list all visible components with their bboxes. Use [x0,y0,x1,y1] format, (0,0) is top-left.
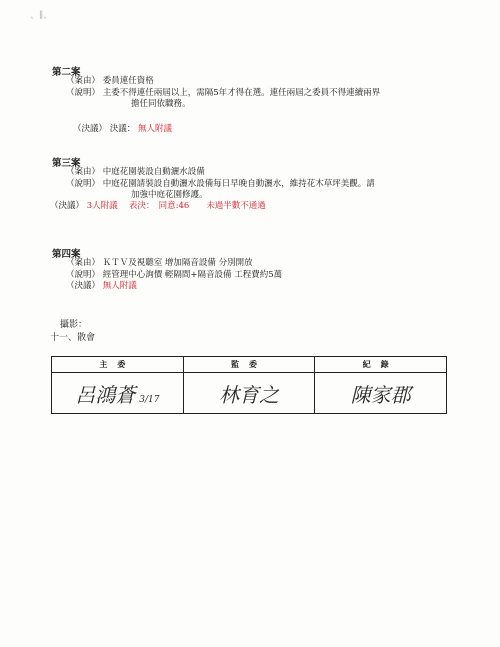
case4-resolution-value: 無人附議 [102,281,137,291]
case3-resolution-value: 3人附議 表決： 同意:46 未過半數不通過 [86,201,266,211]
signature-cell-recorder [315,373,447,414]
case4-explain-line1: 經管理中心詢價 輕隔間+隔音設備 工程費約5萬 [102,270,283,280]
case2-title: 第二案 [52,67,81,78]
case4-explain-label: （說明） [66,270,101,280]
recorder-signature: 陳家郡 [350,382,411,407]
case3-explain [66,179,375,190]
case2-explain [66,88,380,99]
case3-reason [66,167,205,178]
case2-explain-line2: 擔任同依職務。 [131,99,191,109]
case4-title: 第四案 [52,249,81,260]
adjourn-heading: 十一、散會 [50,333,96,343]
supervisor-signature: 林育之 [218,382,279,407]
case2-explain-line1: 主委不得連任兩屆以上，需隔5年才得在選。連任兩屆之委員不得連續兩界 [102,88,381,98]
corner-scribble: 、∥、 [30,11,53,21]
case4-reason-label: （案由） [66,258,101,268]
case2-reason [66,76,154,87]
case2-reason-label: （案由） [66,76,101,86]
case4-explain [66,270,282,281]
case4-resolution-label: （決議） [66,281,101,291]
case3-resolution [50,201,266,212]
case2-resolution-value: 無人附議 [137,124,172,134]
header-recorder: 紀錄 [315,357,447,373]
case3-reason-text: 中庭花園裝設自動灑水設備 [102,167,205,177]
case3-title: 第三案 [52,158,81,169]
case3-explain-line2: 加強中庭花園修護。 [131,190,208,200]
chair-signature-date: 3/17 [139,394,160,405]
chair-signature: 呂鴻蒼 [75,382,136,407]
header-supervisor: 監委 [183,357,315,373]
case2-explain-label: （說明） [66,88,101,98]
case2-resolution [73,124,172,135]
case2-resolution-prefix: 決議： [109,124,136,134]
photo-label: 攝影： [60,320,88,330]
case3-explain-line1: 中庭花園請裝設自動灑水設備每日早晚自動灑水，維持花木草坪美觀。請 [102,179,375,189]
case2-reason-text: 委員連任資格 [102,76,154,86]
header-chair: 主委 [52,357,184,373]
case3-resolution-label: （決議） [50,201,85,211]
signature-table [51,356,447,414]
signature-cell-chair [52,373,184,414]
case4-reason-text: ＫＴＶ及視聽室 增加隔音設備 分別開放 [102,258,253,268]
signature-row [52,373,447,414]
case4-resolution [66,281,137,292]
signature-cell-supervisor [183,373,315,414]
signature-header-row [52,357,447,373]
case2-resolution-label: （決議） [73,124,108,134]
case3-explain-label: （說明） [66,179,101,189]
case4-reason [66,258,253,269]
case3-reason-label: （案由） [66,167,101,177]
